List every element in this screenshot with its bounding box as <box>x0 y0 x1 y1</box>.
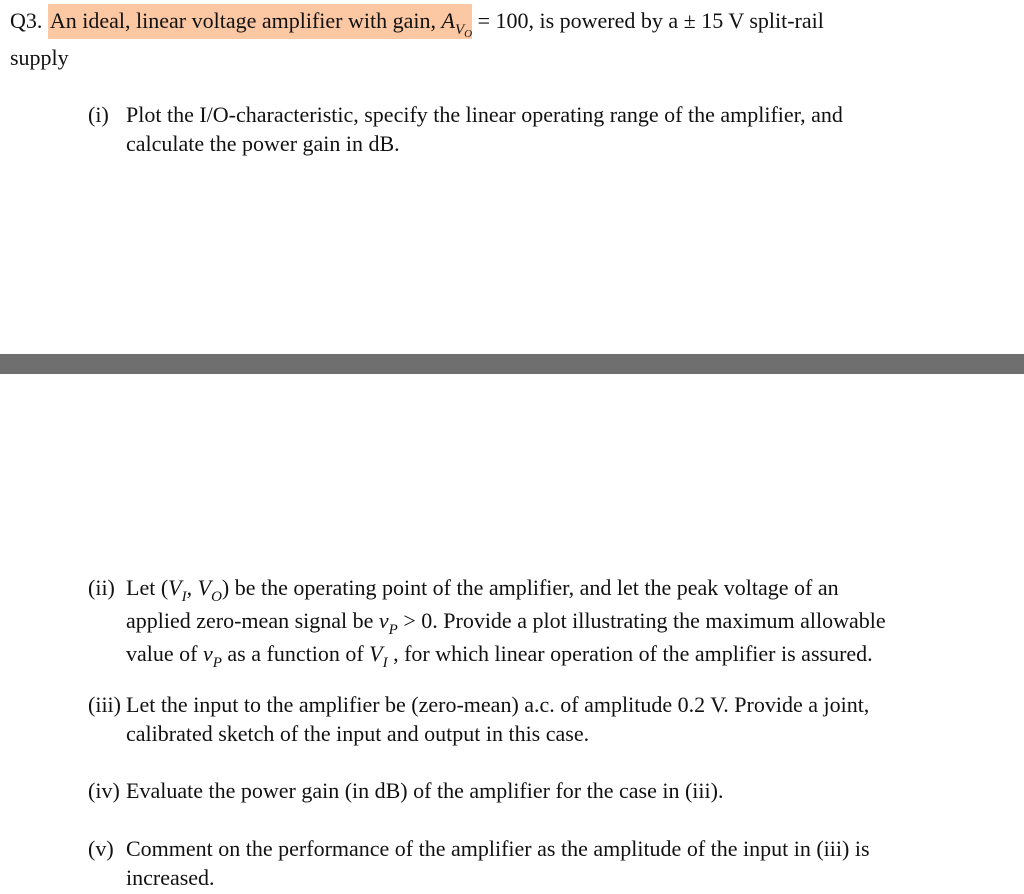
part-text-line: Let ($V_I$, $V_O$) be the operating point of the amplifier, and let the peak voltage of an <box>126 575 839 605</box>
part-number: (i) <box>88 102 109 127</box>
part-v <box>88 834 998 892</box>
question-label: Q3. <box>10 8 43 33</box>
part-text-line: calibrated sketch of the input and output in this case. <box>126 721 590 746</box>
part-ii <box>88 573 998 672</box>
part-iii <box>88 690 998 748</box>
part-i <box>88 100 998 158</box>
part-text-line: Plot the I/O-characteristic, specify the linear operating range of the amplifier, and <box>126 102 843 127</box>
part-text-line: Let the input to the amplifier be (zero-mean) a.c. of amplitude 0.2 V. Provide a joint, <box>126 692 870 717</box>
part-text-line: value of $\nu_P$ as a function of $V_I$ , for which linear operation of the amplifier is assured. <box>126 641 873 671</box>
gain-symbol: A <box>441 8 455 33</box>
gain-value-text: = 100, is powered by a ± 15 V split-rail <box>477 8 824 33</box>
highlighted-text: An ideal, linear voltage amplifier with gain, $A_{V_O}$ <box>48 4 472 39</box>
page-divider <box>0 354 1024 374</box>
part-number: (v) <box>88 836 114 861</box>
part-text-line: Evaluate the power gain (in dB) of the amplifier for the case in (iii). <box>126 778 724 803</box>
question-header <box>10 6 824 40</box>
part-number: (ii) <box>88 575 115 600</box>
part-iv <box>88 776 998 805</box>
question-line-2: supply <box>10 45 69 70</box>
part-text-line: Comment on the performance of the amplifier as the amplitude of the input in (iii) is <box>126 836 870 861</box>
part-number: (iii) <box>88 692 121 717</box>
gain-subscript: VO <box>454 22 473 40</box>
part-number: (iv) <box>88 778 120 803</box>
part-text-line: increased. <box>126 865 215 890</box>
part-text-line: calculate the power gain in dB. <box>126 131 400 156</box>
part-text-line: applied zero-mean signal be $\nu_P > 0$. Provide a plot illustrating the maximum allowable <box>126 608 886 638</box>
